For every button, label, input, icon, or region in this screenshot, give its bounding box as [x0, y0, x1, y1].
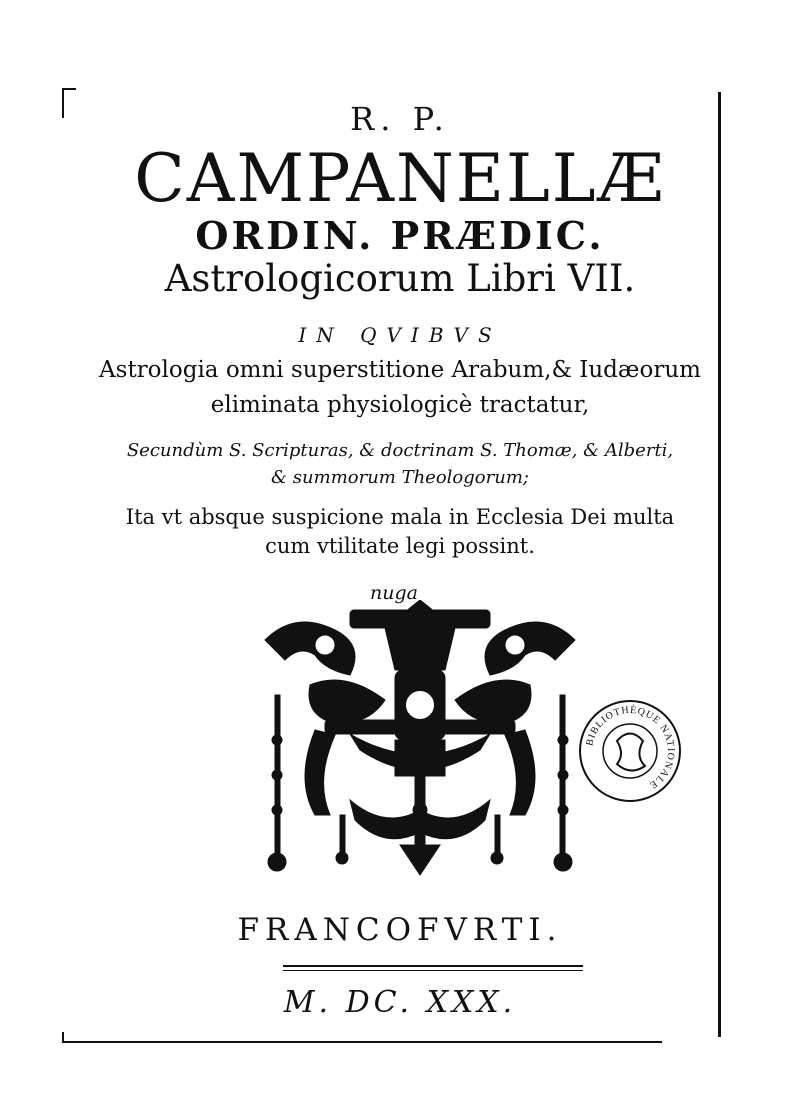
- subtitle-line: Ita vt absque suspicione mala in Ecclesia Dei multa: [125, 505, 675, 529]
- author-initials: R. P.: [350, 100, 450, 138]
- subtitle-line: Secundùm S. Scripturas, & doctrinam S. Thomæ, & Alberti,: [126, 440, 674, 461]
- publication-date: M. DC. XXX.: [283, 985, 517, 1020]
- subtitle-line: & summorum Theologorum;: [271, 467, 529, 488]
- scan-border-bottom: [62, 1041, 662, 1043]
- author-name: CAMPANELLÆ: [134, 140, 666, 217]
- divider-top: [283, 965, 583, 967]
- divider-bottom: [283, 970, 583, 971]
- book-title: Astrologicorum Libri VII.: [164, 257, 636, 300]
- scan-border-left-top-tick: [62, 88, 76, 90]
- in-quibus-heading: IN QVIBVS: [298, 323, 502, 347]
- subtitle-line: cum vtilitate legi possint.: [265, 534, 535, 558]
- subtitle-line: Astrologia omni superstitione Arabum,& Iudæorum: [99, 357, 701, 383]
- religious-order: ORDIN. PRÆDIC.: [195, 213, 605, 258]
- printers-ornament-icon: [255, 600, 585, 880]
- place-of-publication: FRANCOFVRTI.: [237, 912, 563, 948]
- handwritten-annotation: nuga: [370, 582, 418, 604]
- library-stamp-icon: [575, 696, 685, 806]
- stamp-text: BIBLIOTHÈQUE NATIONALE: [584, 704, 677, 791]
- subtitle-line: eliminata physiologicè tractatur,: [210, 392, 590, 418]
